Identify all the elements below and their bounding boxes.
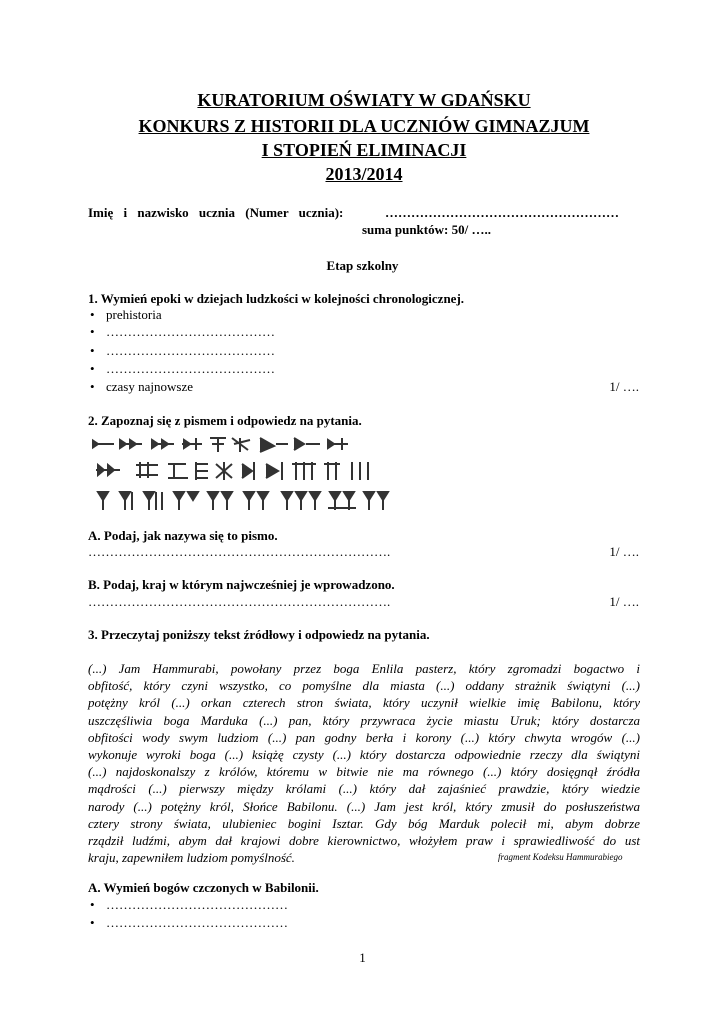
header-line-4: 2013/2014 (325, 164, 403, 184)
source-text-line: cztery strony świata, ulubieniec bogini Isztar. Gdy bóg Marduk polecił mi, abym dobrze (88, 815, 640, 831)
q2b-answer-dots[interactable]: ……………………………………………………………. (88, 594, 391, 609)
q3a-item[interactable]: • …………………………………… (106, 897, 288, 913)
source-text-line: mądrości (...) pierwszy między królami (...) który dał zajaśnieć prawdzie, który wiedzie (88, 781, 640, 797)
q2a-score: 1/ …. (609, 544, 639, 559)
q3a-item[interactable]: • …………………………………… (106, 915, 288, 931)
header-line-2: KONKURS Z HISTORII DLA UCZNIÓW GIMNAZJUM (138, 116, 590, 136)
header-line-3: I STOPIEŃ ELIMINACJI (261, 140, 467, 160)
source-citation: fragment Kodeksu Hammurabiego (498, 852, 623, 862)
source-text-line: potężny król (...) orkan czterech stron świata, który uczynił wielkie imię Babilonu, który (88, 695, 640, 711)
source-text-line: (...) najdoskonalszy z królów, któremu w bitwie nie ma równego (...) który dosięgnął źródła (88, 764, 640, 780)
q2b-score: 1/ …. (609, 594, 639, 609)
source-text-line: obfitości wody swym ludziom (...) pan godny berła i korony (...) który chwyta wrogów (...) (88, 729, 640, 745)
source-text-line: kraju, zapewniłem ludziom pomyślność. (88, 850, 295, 866)
q2a-answer-dots[interactable]: ……………………………………………………………. (88, 544, 391, 559)
q1-score: 1/ …. (609, 379, 639, 394)
q2-title: 2. Zapoznaj się z pismem i odpowiedz na pytania. (88, 413, 362, 428)
source-text (88, 660, 640, 866)
q1-item: • czasy najnowsze (106, 379, 193, 395)
stage-label: Etap szkolny (326, 258, 399, 273)
page-number: 1 (359, 950, 366, 965)
source-text-line: uszczęśliwia boga Marduka (...) pan, który przywraca życie miastu Uruk; który dostarcza (88, 712, 640, 728)
q1-item: • ………………………………… (106, 361, 275, 377)
q3-title: 3. Przeczytaj poniższy tekst źródłowy i odpowiedz na pytania. (88, 627, 430, 642)
source-text-line: narody (...) potężny król, Słońce Babilonu. (...) Jam jest król, który zmusił do posłuszeństwa (88, 798, 640, 814)
q1-item: • ………………………………… (106, 343, 275, 359)
source-text-line: obfitość, który czyni wszystko, co pomyślne dla miasta (...) oddany strażnik świątyni (...) (88, 678, 640, 694)
q1-item: • prehistoria (106, 307, 162, 323)
cuneiform-image (92, 432, 392, 518)
points-total: suma punktów: 50/ ….. (362, 222, 491, 237)
q3a-title: A. Wymień bogów czczonych w Babilonii. (88, 880, 319, 895)
q2a-title: A. Podaj, jak nazywa się to pismo. (88, 528, 278, 543)
source-text-line: rządził ludźmi, abym dał krajowi dobre kierownictwo, włożyłem praw i sprawiedliwość do ust (88, 833, 640, 849)
q1-item: • ………………………………… (106, 324, 275, 340)
source-text-line: (...) Jam Hammurabi, powołany przez boga Enlila pasterz, który zgromadzi bogactwo i (88, 661, 640, 676)
source-text-line: wykonuje wyroki boga (...) książę czysty (...) który dostarcza odpowiednie rzeczy dla świątyni (88, 747, 640, 763)
header-line-1: KURATORIUM OŚWIATY W GDAŃSKU (197, 90, 531, 110)
student-name-dots: ……………………………………………… (385, 205, 619, 220)
q1-title: 1. Wymień epoki w dziejach ludzkości w kolejności chronologicznej. (88, 291, 465, 306)
q2b-title: B. Podaj, kraj w którym najwcześniej je wprowadzono. (88, 577, 395, 592)
student-name-label: Imię i nazwisko ucznia (Numer ucznia): (88, 205, 344, 220)
